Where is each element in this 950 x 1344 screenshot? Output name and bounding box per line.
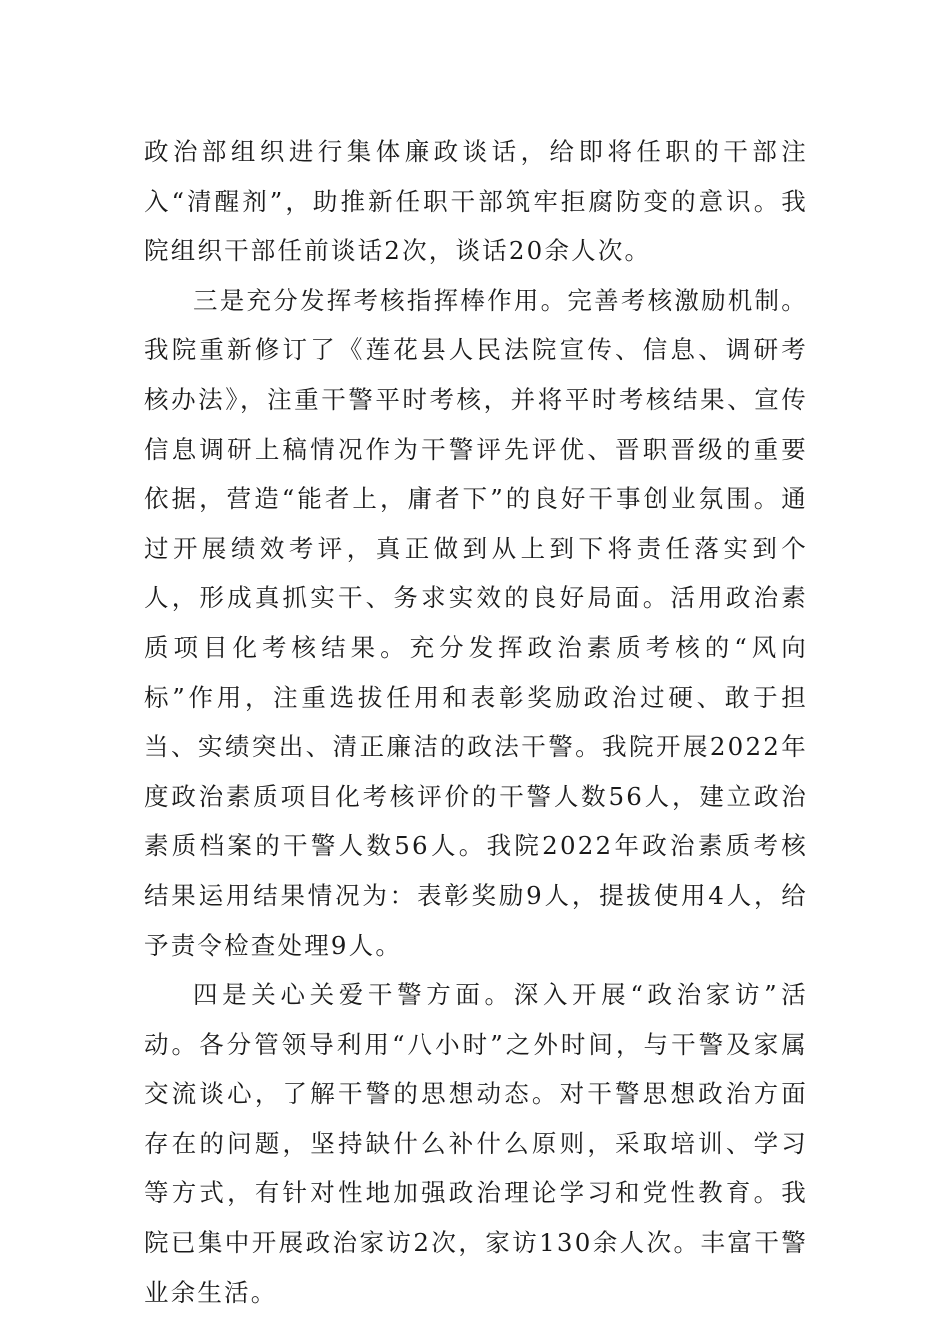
paragraph-continuation: 政治部组织进行集体廉政谈话，给即将任职的干部注入“清醒剂”，助推新任职干部筑牢拒腐防变的意识。我院组织干部任前谈话2次，谈话20余人次。	[144, 137, 808, 266]
paragraph-assessment: 三是充分发挥考核指挥棒作用。完善考核激励机制。我院重新修订了《莲花县人民法院宣传、信息、调研考核办法》，注重干警平时考核，并将平时考核结果、宣传信息调研上稿情况作为干警评先评优、晋职晋级的重要依据，营造“能者上，庸者下”的良好干事创业氛围。通过开展绩效考评，真正做到从上到下将责任落实到个人，形成真抓实干、务求实效的良好局面。活用政治素质项目化考核结果。充分发挥政治素质考核的“风向标”作用，注重选拔任用和表彰奖励政治过硬、敢于担当、实绩突出、清正廉洁的政法干警。我院开展2022年度政治素质项目化考核评价的干警人数56人，建立政治素质档案的干警人数56人。我院2022年政治素质考核结果运用结果情况为：表彰奖励9人，提拔使用4人，给予责令检查处理9人。	[144, 285, 808, 960]
document-body	[144, 127, 808, 1317]
paragraph-care: 四是关心关爱干警方面。深入开展“政治家访”活动。各分管领导利用“八小时”之外时间，与干警及家属交流谈心，了解干警的思想动态。对干警思想政治方面存在的问题，坚持缺什么补什么原则，采取培训、学习等方式，有针对性地加强政治理论学习和党性教育。我院已集中开展政治家访2次，家访130余人次。丰富干警业余生活。	[144, 980, 808, 1307]
